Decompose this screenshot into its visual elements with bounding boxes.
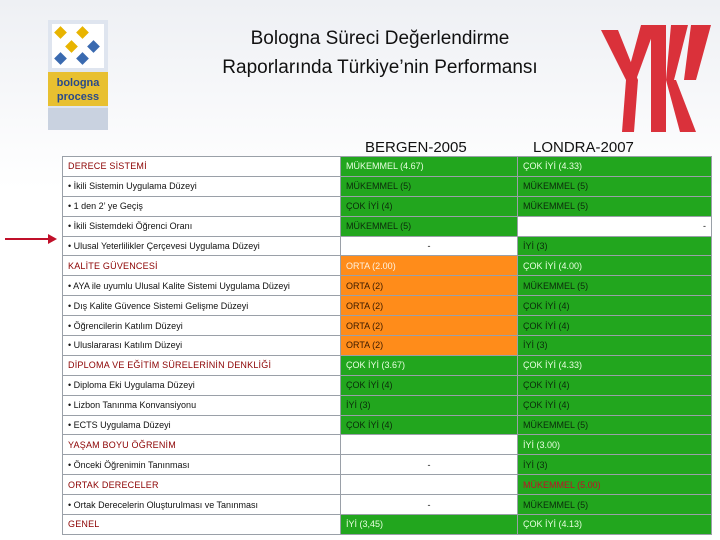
bergen-score: ÇOK İYİ (4) [341, 415, 518, 435]
londra-score: MÜKEMMEL (5) [518, 276, 712, 296]
title-line-2: Raporlarında Türkiye’nin Performansı [222, 57, 538, 78]
bergen-score: - [341, 495, 518, 515]
londra-score: MÜKEMMEL (5) [518, 176, 712, 196]
table-row [63, 236, 712, 256]
table-row [63, 276, 712, 296]
londra-score: MÜKEMMEL (5.00) [518, 475, 712, 495]
londra-score: İYİ (3) [518, 236, 712, 256]
londra-score: İYİ (3) [518, 455, 712, 475]
criterion-label: • Dış Kalite Güvence Sistemi Gelişme Düzeyi [63, 296, 341, 316]
slide-title [150, 24, 610, 82]
criterion-label: • Önceki Öğrenimin Tanınması [63, 455, 341, 475]
criterion-label: DERECE SİSTEMİ [63, 157, 341, 177]
londra-score: ÇOK İYİ (4.13) [518, 515, 712, 535]
bergen-score [341, 435, 518, 455]
bergen-score [341, 475, 518, 495]
londra-score: ÇOK İYİ (4) [518, 316, 712, 336]
londra-score: MÜKEMMEL (5) [518, 196, 712, 216]
criterion-label: YAŞAM BOYU ÖĞRENİM [63, 435, 341, 455]
bergen-score: - [341, 455, 518, 475]
title-line-1: Bologna Süreci Değerlendirme [250, 28, 510, 49]
table-row [63, 336, 712, 356]
criterion-label: GENEL [63, 515, 341, 535]
bergen-score: MÜKEMMEL (5) [341, 216, 518, 236]
criterion-label: • İkili Sistemin Uygulama Düzeyi [63, 176, 341, 196]
bergen-score: ÇOK İYİ (4) [341, 196, 518, 216]
section-row [63, 435, 712, 455]
bergen-score: İYİ (3,45) [341, 515, 518, 535]
yok-logo [596, 20, 716, 140]
bergen-score: ORTA (2) [341, 296, 518, 316]
bergen-score: ORTA (2) [341, 276, 518, 296]
criterion-label: • Lizbon Tanınma Konvansiyonu [63, 395, 341, 415]
table-row [63, 395, 712, 415]
londra-score: ÇOK İYİ (4.33) [518, 355, 712, 375]
table-row [63, 415, 712, 435]
table-row [63, 455, 712, 475]
section-row [63, 515, 712, 535]
section-row [63, 157, 712, 177]
londra-score: MÜKEMMEL (5) [518, 415, 712, 435]
criterion-label: • Öğrencilerin Katılım Düzeyi [63, 316, 341, 336]
criterion-label: • AYA ile uyumlu Ulusal Kalite Sistemi Uygulama Düzeyi [63, 276, 341, 296]
criterion-label: • Ulusal Yeterlilikler Çerçevesi Uygulama Düzeyi [63, 236, 341, 256]
londra-score: İYİ (3.00) [518, 435, 712, 455]
criterion-label: • Uluslararası Katılım Düzeyi [63, 336, 341, 356]
table-row [63, 296, 712, 316]
logo-word-process: process [56, 91, 100, 103]
bergen-score: İYİ (3) [341, 395, 518, 415]
criterion-label: • 1 den 2’ ye Geçiş [63, 196, 341, 216]
table-row [63, 216, 712, 236]
londra-score: İYİ (3) [518, 336, 712, 356]
table-row [63, 196, 712, 216]
londra-score: ÇOK İYİ (4.33) [518, 157, 712, 177]
criterion-label: ORTAK DERECELER [63, 475, 341, 495]
criterion-label: • Diploma Eki Uygulama Düzeyi [63, 375, 341, 395]
londra-score: ÇOK İYİ (4.00) [518, 256, 712, 276]
londra-score: ÇOK İYİ (4) [518, 296, 712, 316]
section-row [63, 355, 712, 375]
criterion-label: DİPLOMA VE EĞİTİM SÜRELERİNİN DENKLİĞİ [63, 355, 341, 375]
criterion-label: • ECTS Uygulama Düzeyi [63, 415, 341, 435]
criterion-label: KALİTE GÜVENCESİ [63, 256, 341, 276]
criterion-label: • Ortak Derecelerin Oluşturulması ve Tanınması [63, 495, 341, 515]
londra-score: - [518, 216, 712, 236]
criterion-label: • İkili Sistemdeki Öğrenci Oranı [63, 216, 341, 236]
bologna-process-logo [48, 20, 108, 130]
section-row [63, 475, 712, 495]
bergen-score: ORTA (2) [341, 336, 518, 356]
londra-score: ÇOK İYİ (4) [518, 395, 712, 415]
column-header-londra: LONDRA-2007 [533, 139, 634, 156]
arrow-right-icon [4, 232, 58, 246]
section-row [63, 256, 712, 276]
londra-score: MÜKEMMEL (5) [518, 495, 712, 515]
bergen-score: - [341, 236, 518, 256]
table-row [63, 316, 712, 336]
table-row [63, 495, 712, 515]
logo-word-bologna: bologna [56, 77, 100, 89]
bergen-score: ORTA (2) [341, 316, 518, 336]
bergen-score: MÜKEMMEL (4.67) [341, 157, 518, 177]
table-row [63, 375, 712, 395]
bergen-score: ORTA (2.00) [341, 256, 518, 276]
bergen-score: ÇOK İYİ (3.67) [341, 355, 518, 375]
londra-score: ÇOK İYİ (4) [518, 375, 712, 395]
table-row [63, 176, 712, 196]
performance-table [62, 156, 712, 535]
column-header-bergen: BERGEN-2005 [365, 139, 467, 156]
bergen-score: MÜKEMMEL (5) [341, 176, 518, 196]
bergen-score: ÇOK İYİ (4) [341, 375, 518, 395]
